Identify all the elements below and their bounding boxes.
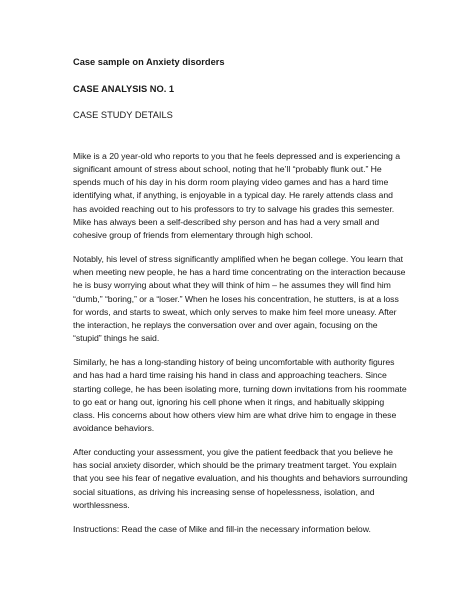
case-study-details-heading: CASE STUDY DETAILS <box>73 110 173 120</box>
case-paragraph-4: After conducting your assessment, you give the patient feedback that you believe he has social anxiety disorder, which should be the primary treatment target. You explain that you see his fear of negative evaluation, and his thoughts and behaviors surrounding social situations, as driving his increasing sense of hopelessness, isolation, and worthlessness. <box>73 447 408 510</box>
case-paragraph-1: Mike is a 20 year-old who reports to you that he feels depressed and is experiencing a significant amount of stress about school, noting that he’ll “probably flunk out.” He spends much of his day in his dorm room playing video games and has a hard time identifying what, if anything, is enjoyable in a typical day. He rarely attends class and has avoided reaching out to his professors to try to salvage his grades this semester. Mike has always been a self-described shy person and has had a very small and cohesive group of friends from elementary through high school. <box>73 151 400 240</box>
document-title: Case sample on Anxiety disorders <box>73 57 225 67</box>
instructions-paragraph: Instructions: Read the case of Mike and fill-in the necessary information below. <box>73 523 371 534</box>
case-analysis-heading: CASE ANALYSIS NO. 1 <box>73 84 175 94</box>
case-paragraph-3: Similarly, he has a long-standing history of being uncomfortable with authority figures and has had a hard time raising his hand in class and approaching teachers. Since starting college, he has been isolating more, turning down invitations from his roommate to go eat or hang out, ignoring his cell phone when it rings, and habitually skipping class. His concerns about how others view him are what drive him to engage in these avoidance behaviors. <box>73 357 407 433</box>
case-paragraph-2: Notably, his level of stress significantly amplified when he began college. You learn that when meeting new people, he has a hard time concentrating on the interaction because he is busy worrying about what they will think of him – he assumes they will find him “dumb,” “boring,” or a “loser.” When he loses his concentration, he stutters, is at a loss for words, and starts to sweat, which only serves to make him feel more uneasy. After the interaction, he replays the conversation over and over again, focusing on the “stupid” things he said. <box>73 254 406 344</box>
document-content <box>73 56 408 547</box>
